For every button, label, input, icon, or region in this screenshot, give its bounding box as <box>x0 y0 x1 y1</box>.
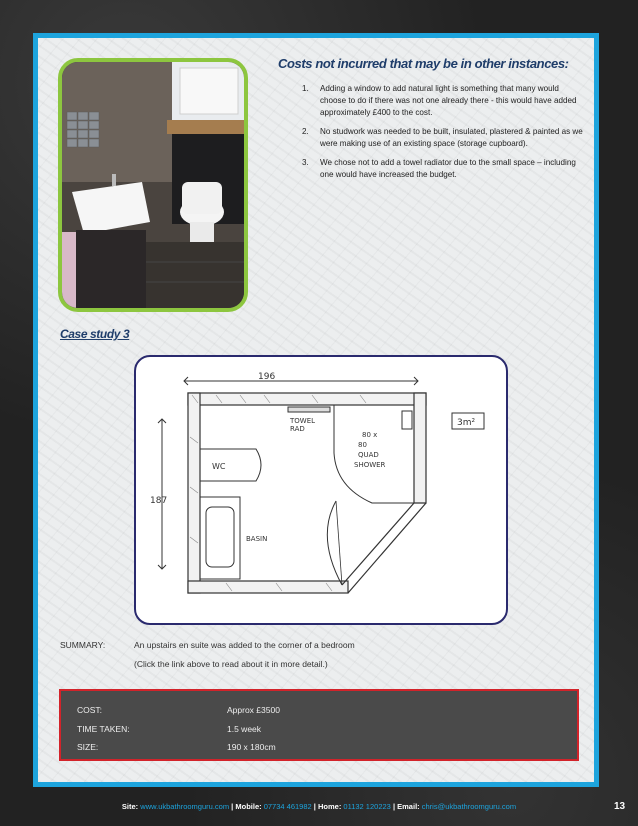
list-number: 1. <box>302 84 309 93</box>
summary-label: SUMMARY: <box>60 640 106 650</box>
footer-separator: | <box>392 802 396 811</box>
footer-home-label: Home: <box>317 802 342 811</box>
stat-label: COST: <box>77 705 103 715</box>
shower-label-line3: QUAD <box>358 451 379 459</box>
footer-separator: | <box>231 802 234 811</box>
list-text: No studwork was needed to be built, insulated, plastered & painted as we were making use of an existing space (storage cupboard). <box>320 127 583 148</box>
width-dimension-label: 196 <box>258 372 276 382</box>
bathroom-photo <box>58 58 248 312</box>
footer-email-link[interactable]: chris@ukbathroomguru.com <box>421 802 517 811</box>
costs-heading: Costs not incurred that may be in other instances: <box>278 56 569 71</box>
floor-plan-drawing <box>136 357 502 619</box>
shower-label-line2: 80 <box>358 441 367 449</box>
footer-separator: | <box>313 802 316 811</box>
stat-value: 1.5 week <box>227 724 262 734</box>
shower-label-line1: 80 x <box>362 431 378 439</box>
list-text: We chose not to add a towel radiator due to the small space – including one would have increased the budget. <box>320 158 576 179</box>
height-dimension-label: 187 <box>150 496 168 506</box>
stat-value: 190 x 180cm <box>227 742 276 752</box>
list-item <box>300 83 585 119</box>
stat-label: SIZE: <box>77 742 99 752</box>
footer-mobile-number[interactable]: 07734 461982 <box>263 802 312 811</box>
list-item <box>300 126 585 150</box>
basin-label: BASIN <box>246 535 268 543</box>
footer-site-link[interactable]: www.ukbathroomguru.com <box>140 802 230 811</box>
summary-link-note: (Click the link above to read about it in more detail.) <box>134 659 328 669</box>
towel-rad-label-line1: TOWEL <box>290 417 316 425</box>
shower-label-line4: SHOWER <box>354 461 386 469</box>
case-study-heading[interactable]: Case study 3 <box>60 327 130 341</box>
stat-label: TIME TAKEN: <box>77 724 130 734</box>
bathroom-photo-illustration <box>62 62 244 308</box>
footer-home-number[interactable]: 01132 120223 <box>343 802 391 811</box>
summary-text: An upstairs en suite was added to the corner of a bedroom <box>134 640 355 650</box>
footer-email-label: Email: <box>397 802 420 811</box>
wc-label: WC <box>212 462 226 471</box>
stat-value: Approx £3500 <box>227 705 280 715</box>
project-stats-box <box>59 689 579 761</box>
costs-list <box>300 83 585 188</box>
list-text: Adding a window to add natural light is something that many would choose to do if there was not one already there - this would have added approximately £400 to the cost. <box>320 84 577 117</box>
footer-mobile-label: Mobile: <box>235 802 262 811</box>
footer-contact-bar <box>0 802 638 811</box>
footer-site-label: Site: <box>121 802 139 811</box>
towel-rad-label-line2: RAD <box>290 425 305 433</box>
area-label: 3m² <box>457 418 476 428</box>
floor-plan-sketch <box>134 355 508 625</box>
list-item <box>300 157 585 181</box>
list-number: 3. <box>302 158 309 167</box>
page-number: 13 <box>614 801 626 812</box>
list-number: 2. <box>302 127 309 136</box>
